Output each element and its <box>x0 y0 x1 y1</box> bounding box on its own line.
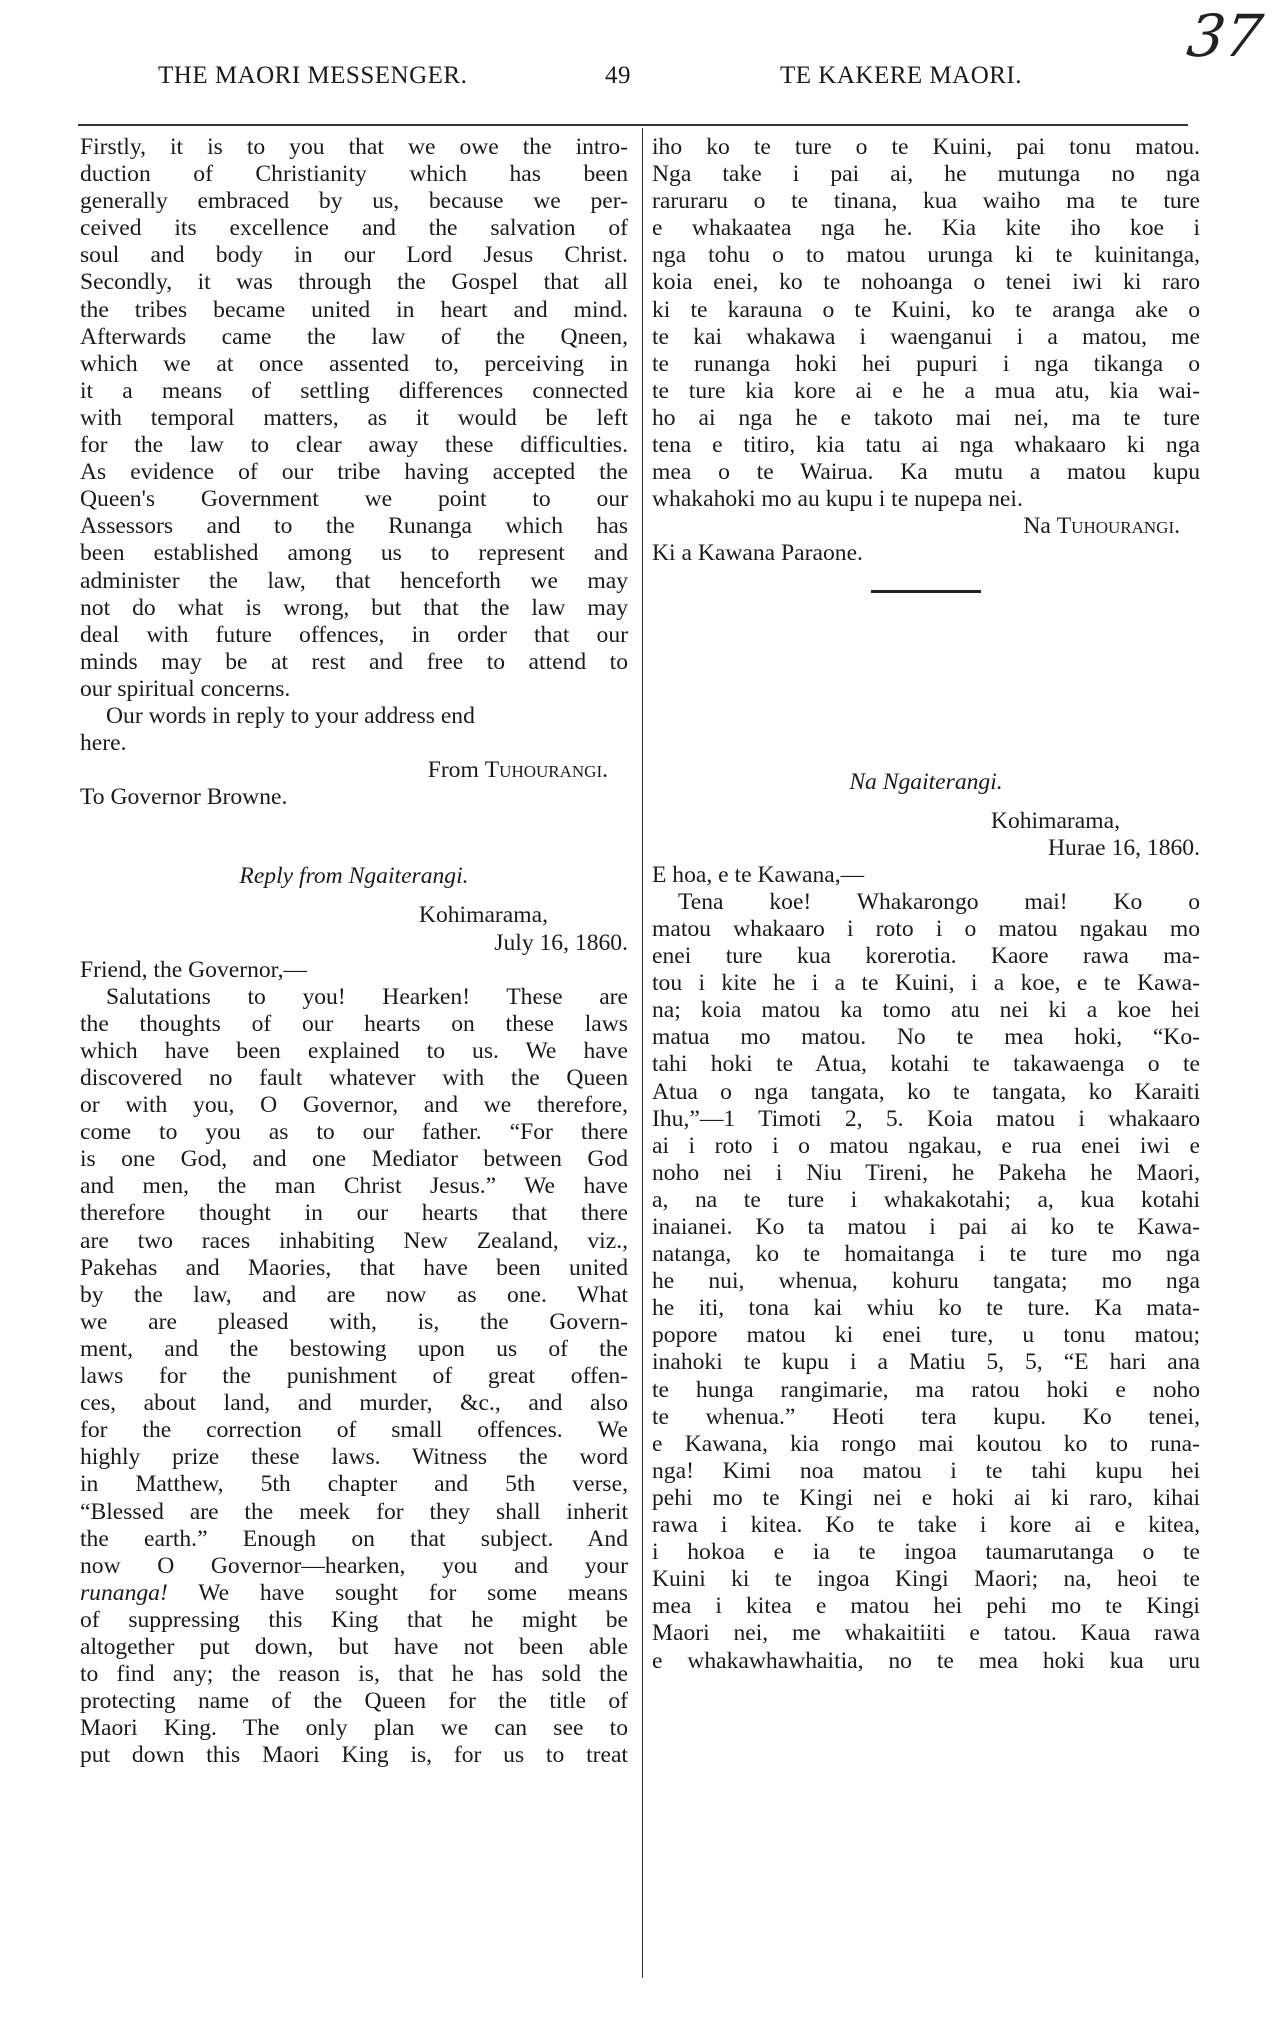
text-line: deal with future offences, in order that our <box>80 621 628 648</box>
text-line: duction of Christianity which has been <box>80 161 628 188</box>
text-line: Assessors and to the Runanga which has <box>80 513 628 540</box>
signature-name: Tuhourangi. <box>1056 513 1180 540</box>
ngaiterangi-letter-maori <box>652 916 1200 1675</box>
text-line: administer the law, that henceforth we may <box>80 567 628 594</box>
text-line: soul and body in our Lord Jesus Christ. <box>80 242 628 269</box>
running-head-maori-title: TE KAKERE MAORI. <box>780 62 1023 89</box>
spacer <box>80 890 628 902</box>
text-line: mea i kitea e matou hei pehi mo te Kingi <box>652 1593 1200 1620</box>
text-line <box>80 1580 628 1607</box>
text-line: for the law to clear away these difficulties. <box>80 432 628 459</box>
text-line: Afterwards came the law of the Qneen, <box>80 323 628 350</box>
dateline-place: Kohimarama, <box>418 902 548 929</box>
text-line: generally embraced by us, because we per- <box>80 188 628 215</box>
text-line: ces, about land, and murder, &c., and also <box>80 1390 628 1417</box>
text-line: minds may be at rest and free to attend to <box>80 648 628 675</box>
addressee: To Governor Browne. <box>80 784 288 811</box>
text-line: put down this Maori King is, for us to treat <box>80 1742 628 1769</box>
text-line: ai i roto i o matou ngakau, e rua enei iwi e <box>652 1132 1200 1159</box>
signature-prefix: Na <box>1023 513 1051 540</box>
text-line: Ihu,”—1 Timoti 2, 5. Koia matou i whakaaro <box>652 1105 1200 1132</box>
spacer <box>652 796 1200 808</box>
text-line: Maori nei, me whakaitiiti e tatou. Kaua rawa <box>652 1620 1200 1647</box>
text-fragment: We have sought for some means <box>198 1579 628 1606</box>
text-line: laws for the punishment of great offen- <box>80 1363 628 1390</box>
text-line: with temporal matters, as it would be left <box>80 404 628 431</box>
text-line: ment, and the bestowing upon us of the <box>80 1335 628 1362</box>
salutation: E hoa, e te Kawana,— <box>652 861 865 888</box>
text-line: he iti, tona kai whiu ko te ture. Ka mata- <box>652 1295 1200 1322</box>
text-line: the tribes became united in heart and mind. <box>80 296 628 323</box>
text-line: Firstly, it is to you that we owe the intro- <box>80 134 628 160</box>
text-line: enei ture kua korerotia. Kaore rawa ma- <box>652 943 1200 970</box>
text-line: protecting name of the Queen for the title of <box>80 1688 628 1715</box>
text-line: Salutations to you! Hearken! These are <box>106 983 628 1010</box>
text-line: is one God, and one Mediator between God <box>80 1146 628 1173</box>
dateline-date: Hurae 16, 1860. <box>1047 834 1200 861</box>
ngaiterangi-letter-english-end <box>80 1607 628 1770</box>
text-line: Pakehas and Maories, that have been united <box>80 1254 628 1281</box>
text-line: in Matthew, 5th chapter and 5th verse, <box>80 1471 628 1498</box>
text-line: inaianei. Ko ta matou i pai ai ko te Kawa- <box>652 1214 1200 1240</box>
text-line: a, na te ture i whakakotahi; a, kua kotahi <box>652 1186 1200 1213</box>
text-line: by the law, and are now as one. What <box>80 1281 628 1308</box>
text-line: whakahoki mo au kupu i te nupepa nei. <box>652 486 1023 513</box>
text-line: ho ai nga he e takoto mai nei, ma te ture <box>652 404 1200 431</box>
text-line: te whenua.” Heoti tera kupu. Ko tenei, <box>652 1403 1200 1430</box>
header-rule <box>78 124 1188 126</box>
text-line: Nga take i pai ai, he mutunga no nga <box>652 161 1200 188</box>
text-line: the thoughts of our hearts on these laws <box>80 1010 628 1037</box>
text-line: come to you as to our father. “For there <box>80 1119 628 1146</box>
text-line: te ture kia kore ai e he a mua atu, kia wai- <box>652 377 1200 404</box>
text-line: raruraru o te tinana, kua waiho ma te ture <box>652 188 1200 215</box>
addressee: Ki a Kawana Paraone. <box>652 540 863 567</box>
text-line: noho nei i Niu Tireni, he Pakeha he Maori, <box>652 1159 1200 1186</box>
closing-line: Our words in reply to your address end <box>106 702 475 729</box>
text-line: Queen's Government we point to our <box>80 486 628 513</box>
signature <box>652 513 1200 540</box>
italic-word: runanga! <box>80 1579 168 1606</box>
text-line: koia enei, ko te nohoanga o tenei iwi ki raro <box>652 269 1200 296</box>
text-line: te hunga rangimarie, ma ratou hoki e noho <box>652 1376 1200 1403</box>
text-line: tena e titiro, kia tatu ai nga whakaaro ki nga <box>652 432 1200 459</box>
column-divider <box>642 128 643 1978</box>
text-line: matou whakaaro i roto i o matou ngakau mo <box>652 915 1200 942</box>
tuhourangi-letter-english <box>80 134 628 703</box>
maori-column <box>652 134 1200 1675</box>
text-line: highly prize these laws. Witness the word <box>80 1444 628 1471</box>
text-line: are two races inhabiting New Zealand, viz., <box>80 1227 628 1254</box>
dateline-place: Kohimarama, <box>990 807 1120 834</box>
text-line: and men, the man Christ Jesus.” We have <box>80 1173 628 1200</box>
text-line: to find any; the reason is, that he has sold the <box>80 1661 628 1688</box>
english-column <box>80 134 628 1769</box>
signature-name: Tuhourangi. <box>484 757 608 784</box>
text-line: te runanga hoki hei pupuri i nga tikanga o <box>652 350 1200 377</box>
text-line: Tena koe! Whakarongo mai! Ko o <box>678 888 1200 915</box>
text-line: i hokoa e ia te ingoa taumarutanga o te <box>652 1539 1200 1566</box>
text-line: As evidence of our tribe having accepted the <box>80 459 628 486</box>
text-line: e whakaatea nga he. Kia kite iho koe i <box>652 215 1200 242</box>
text-line: we are pleased with, is, the Govern- <box>80 1308 628 1335</box>
spacer <box>652 593 1200 769</box>
text-line: e Kawana, kia rongo mai koutou ko to runa- <box>652 1430 1200 1457</box>
closing-line: here. <box>80 730 127 757</box>
text-line: e whakawhawhaitia, no te mea hoki kua uru <box>652 1647 1200 1674</box>
text-line: iho ko te ture o te Kuini, pai tonu matou. <box>652 134 1200 160</box>
ngaiterangi-letter-english <box>80 1011 628 1580</box>
text-line: tou i kite he i a te Kuini, i a koe, e te Kawa- <box>652 970 1200 997</box>
section-title: Reply from Ngaiterangi. <box>239 863 469 890</box>
text-line: tahi hoki te Atua, kotahi te takawaenga o te <box>652 1051 1200 1078</box>
signature-prefix: From <box>427 757 479 784</box>
text-line: te kai whakawa i waenganui i a matou, me <box>652 323 1200 350</box>
text-line: which have been explained to us. We have <box>80 1037 628 1064</box>
running-head-english-title: THE MAORI MESSENGER. <box>158 62 468 89</box>
text-line: natanga, ko te homaitanga i te ture mo nga <box>652 1241 1200 1268</box>
text-line: therefore thought in our hearts that there <box>80 1200 628 1227</box>
handwritten-folio-number: 37 <box>1183 2 1267 70</box>
page-number: 49 <box>605 62 631 89</box>
text-line: our spiritual concerns. <box>80 675 291 702</box>
salutation: Friend, the Governor,— <box>80 956 308 983</box>
text-line: pehi mo te Kingi nei e hoki ai ki raro, kihai <box>652 1484 1200 1511</box>
text-line: inahoki te kupu i a Matiu 5, 5, “E hari ana <box>652 1349 1200 1376</box>
spacer <box>80 836 628 863</box>
text-line: nga! Kimi noa matou i te tahi kupu hei <box>652 1457 1200 1484</box>
section-title: Na Ngaiterangi. <box>849 768 1003 795</box>
text-line: matua mo matou. No te mea hoki, “Ko- <box>652 1024 1200 1051</box>
text-line: mea o te Wairua. Ka mutu a matou kupu <box>652 459 1200 486</box>
text-line: popore matou ki enei ture, u tonu matou; <box>652 1322 1200 1349</box>
signature <box>80 757 628 784</box>
text-line: of suppressing this King that he might be <box>80 1606 628 1633</box>
text-line: discovered no fault whatever with the Queen <box>80 1065 628 1091</box>
text-line: Kuini ki te ingoa Kingi Maori; na, heoi te <box>652 1566 1200 1593</box>
tuhourangi-letter-maori <box>652 134 1200 513</box>
text-line: Maori King. The only plan we can see to <box>80 1715 628 1742</box>
text-line: been established among us to represent and <box>80 540 628 567</box>
running-head <box>150 62 1150 102</box>
text-line: ceived its excellence and the salvation of <box>80 215 628 242</box>
text-line: now O Governor—hearken, you and your <box>80 1552 628 1579</box>
text-line: ki te karauna o te Kuini, ko te aranga ake o <box>652 296 1200 323</box>
text-line: nga tohu o to matou urunga ki te kuinitanga, <box>652 242 1200 269</box>
text-line: Secondly, it was through the Gospel that all <box>80 269 628 296</box>
text-line: which we at once assented to, perceiving in <box>80 350 628 377</box>
text-line: or with you, O Governor, and we therefore, <box>80 1092 628 1119</box>
text-line: “Blessed are the meek for they shall inherit <box>80 1498 628 1525</box>
text-line: not do what is wrong, but that the law may <box>80 594 628 621</box>
text-line: for the correction of small offences. We <box>80 1417 628 1444</box>
text-line: rawa i kitea. Ko te take i kore ai e kitea, <box>652 1512 1200 1539</box>
dateline-date: July 16, 1860. <box>494 929 628 956</box>
text-line: na; koia matou ka tomo atu nei ki a koe hei <box>652 997 1200 1024</box>
text-line: the earth.” Enough on that subject. And <box>80 1525 628 1552</box>
text-line: Atua o nga tangata, ko te tangata, ko Karaiti <box>652 1078 1200 1105</box>
text-line: it a means of settling differences connected <box>80 377 628 404</box>
text-line: he nui, whenua, kohuru tangata; mo nga <box>652 1268 1200 1295</box>
text-line: altogether put down, but have not been able <box>80 1633 628 1660</box>
